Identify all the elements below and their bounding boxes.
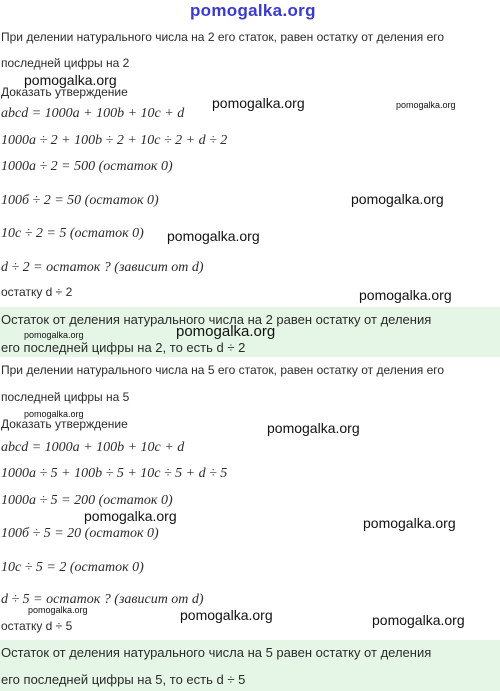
watermark: pomogalka.org <box>24 330 84 340</box>
s1-eq1: abcd = 1000a + 100b + 10c + d <box>1 106 185 121</box>
watermark: pomogalka.org <box>28 605 88 615</box>
s1-remainder-line: остатку d ÷ 2 <box>1 285 73 299</box>
s2-eq6: d ÷ 5 = остаток ? (зависит от d) <box>1 592 204 607</box>
watermark: pomogalka.org <box>359 287 452 303</box>
watermark: pomogalka.org <box>363 515 456 531</box>
s1-statement-line1: При делении натурального числа на 2 его статок, равен остатку от деления его <box>1 30 445 44</box>
s2-conclusion-line1: Остаток от деления натурального числа на 5 равен остатку от деления <box>1 645 432 660</box>
s1-conclusion-line2: его последней цифры на 2, то есть d ÷ 2 <box>1 340 246 355</box>
s1-eq5: 10c ÷ 2 = 5 (остаток 0) <box>1 226 144 241</box>
watermark: pomogalka.org <box>176 323 276 340</box>
s2-statement-line1: При делении натурального числа на 5 его статок, равен остатку от деления его <box>1 363 445 377</box>
s2-eq3: 1000a ÷ 5 = 200 (остаток 0) <box>1 493 173 508</box>
s2-statement-line2: последней цифры на 5 <box>1 390 130 404</box>
s2-prove-label: Доказать утверждение <box>1 417 128 431</box>
s1-conclusion-line1: Остаток от деления натурального числа на 2 равен остатку от деления <box>1 312 432 327</box>
s1-eq4: 100б ÷ 2 = 50 (остаток 0) <box>1 193 159 208</box>
s1-prove-label: Доказать утверждение <box>1 85 128 99</box>
s1-eq6: d ÷ 2 = остаток ? (зависит от d) <box>1 260 204 275</box>
watermark: pomogalka.org <box>396 100 456 110</box>
site-logo[interactable]: pomogalka.org <box>190 1 316 20</box>
watermark: pomogalka.org <box>212 95 305 111</box>
s2-eq1: abcd = 1000a + 100b + 10c + d <box>1 440 185 455</box>
watermark: pomogalka.org <box>84 508 177 524</box>
s2-eq4: 100б ÷ 5 = 20 (остаток 0) <box>1 526 159 541</box>
s2-eq5: 10c ÷ 5 = 2 (остаток 0) <box>1 560 144 575</box>
watermark: pomogalka.org <box>24 72 117 88</box>
watermark: pomogalka.org <box>167 228 260 244</box>
s1-eq3: 1000a ÷ 2 = 500 (остаток 0) <box>1 159 173 174</box>
watermark: pomogalka.org <box>267 420 360 436</box>
s1-eq2: 1000a ÷ 2 + 100b ÷ 2 + 10c ÷ 2 + d ÷ 2 <box>1 133 228 148</box>
watermark: pomogalka.org <box>351 191 444 207</box>
watermark: pomogalka.org <box>372 612 465 628</box>
s2-conclusion-box <box>0 640 500 691</box>
watermark: pomogalka.org <box>180 607 273 623</box>
s2-conclusion-line2: его последней цифры на 5, то есть d ÷ 5 <box>1 672 246 687</box>
s2-eq2: 1000a ÷ 5 + 100b ÷ 5 + 10c ÷ 5 + d ÷ 5 <box>1 466 228 481</box>
s1-statement-line2: последней цифры на 2 <box>1 56 130 70</box>
watermark: pomogalka.org <box>24 409 84 419</box>
s2-remainder-line: остатку d ÷ 5 <box>1 619 73 633</box>
